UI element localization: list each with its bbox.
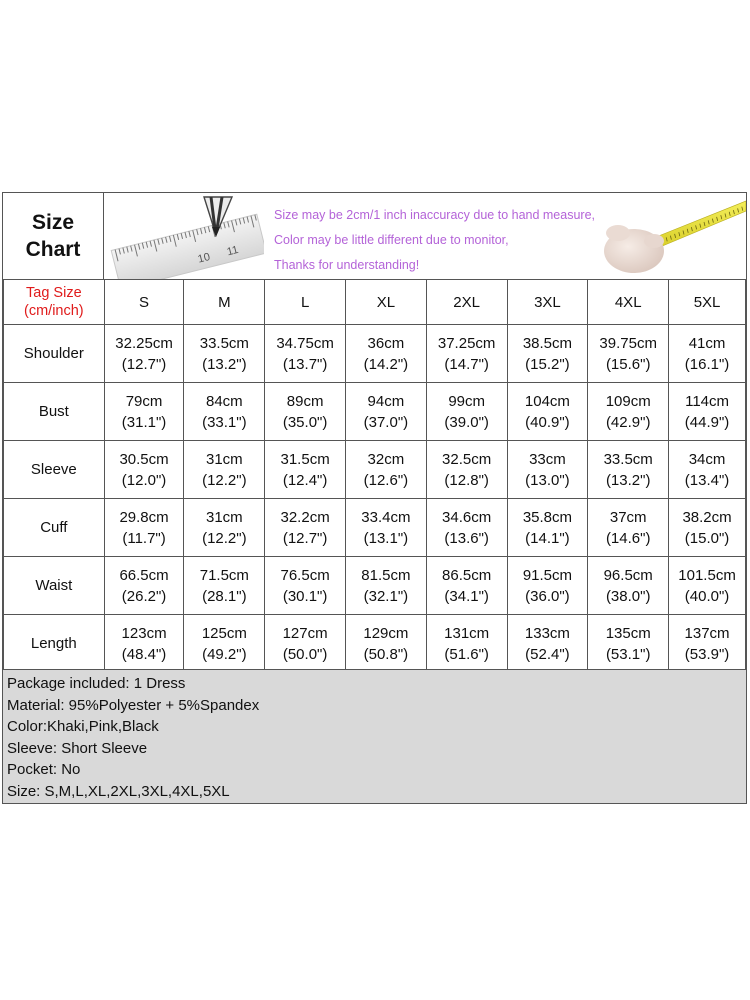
size-chart-sheet xyxy=(2,192,747,804)
measurement-cm: 41cm xyxy=(688,334,726,352)
measurement-cell xyxy=(669,383,746,441)
size-header-l: L xyxy=(265,280,346,325)
measurement-cm: 29.8cm xyxy=(119,508,169,526)
measurement-inch: (38.0") xyxy=(605,587,651,605)
measurement-cell xyxy=(104,383,184,441)
measurement-cell xyxy=(669,325,746,383)
measurement-cell xyxy=(426,383,507,441)
measurement-cell xyxy=(346,499,427,557)
measurement-cell xyxy=(426,325,507,383)
measurement-cm: 135cm xyxy=(605,624,651,642)
size-chart-table xyxy=(3,279,746,673)
measurement-cm: 33cm xyxy=(529,450,566,468)
measurement-cm: 76.5cm xyxy=(280,566,330,584)
measurement-cm: 131cm xyxy=(444,624,490,642)
size-header-row xyxy=(4,280,746,325)
info-package: Package included: 1 Dress xyxy=(7,675,186,692)
measurement-cm: 35.8cm xyxy=(522,508,573,526)
measurement-inch: (13.1") xyxy=(363,529,409,547)
size-chart-title xyxy=(3,193,104,279)
title-line: Chart xyxy=(25,238,81,261)
measurement-cell xyxy=(265,557,346,615)
measurement-cm: 81.5cm xyxy=(361,566,411,584)
size-header-2xl: 2XL xyxy=(426,280,507,325)
measurement-inch: (13.0") xyxy=(525,471,570,489)
measurement-cm: 33.5cm xyxy=(603,450,653,468)
info-material: Material: 95%Polyester + 5%Spandex xyxy=(7,696,260,714)
measurement-cm: 37cm xyxy=(609,508,647,526)
measurement-inch: (12.8") xyxy=(444,471,489,489)
measurement-cell xyxy=(104,441,184,499)
measurement-cm: 32.2cm xyxy=(280,508,330,526)
size-header-3xl: 3XL xyxy=(507,280,588,325)
measurement-cell xyxy=(346,557,427,615)
measurement-cell xyxy=(184,557,265,615)
measurement-cell xyxy=(426,499,507,557)
measurement-cm: 96.5cm xyxy=(603,566,653,584)
measurement-inch: (12.7") xyxy=(121,355,167,373)
measurement-cell xyxy=(507,557,588,615)
measurement-inch: (13.6") xyxy=(444,529,489,547)
title-line: Size xyxy=(31,211,75,234)
measurement-inch: (32.1") xyxy=(363,587,409,605)
measurement-label: Bust xyxy=(4,383,105,441)
measurement-cell xyxy=(588,615,669,673)
measurement-cell xyxy=(588,499,669,557)
measurement-cell xyxy=(184,615,265,673)
measurement-inch: (35.0") xyxy=(282,413,328,431)
measurement-cell xyxy=(588,325,669,383)
measurement-cm: 32.25cm xyxy=(115,334,173,352)
measurement-inch: (42.9") xyxy=(605,413,651,431)
measurement-inch: (53.9") xyxy=(684,645,730,663)
measurement-inch: (33.1") xyxy=(202,413,247,431)
measurement-cm: 125cm xyxy=(201,624,247,642)
ruler-number: 11 xyxy=(225,243,240,259)
measurement-inch: (14.7") xyxy=(444,355,489,373)
tag-size-label xyxy=(4,280,105,325)
measurement-cm: 99cm xyxy=(448,392,485,410)
measurement-inch: (14.1") xyxy=(525,529,570,547)
measurement-row-cuff xyxy=(4,499,746,557)
disclaimer-note: Size may be 2cm/1 inch inaccuracy due to hand measure, xyxy=(274,208,596,222)
tag-size-line: Tag Size xyxy=(26,285,82,301)
measurement-inch: (11.7") xyxy=(122,529,166,547)
measurement-inch: (12.7") xyxy=(282,529,328,547)
measurement-inch: (50.0") xyxy=(282,645,328,663)
measurement-inch: (36.0") xyxy=(525,587,570,605)
measurement-cm: 33.5cm xyxy=(199,334,249,352)
measurement-inch: (50.8") xyxy=(363,645,409,663)
measurement-cm: 31cm xyxy=(205,508,243,526)
measurement-cm: 30.5cm xyxy=(119,450,169,468)
measurement-row-shoulder xyxy=(4,325,746,383)
measurement-inch: (16.1") xyxy=(684,355,730,373)
measurement-inch: (14.2") xyxy=(363,355,409,373)
measurement-cell xyxy=(588,441,669,499)
measurement-cell xyxy=(507,499,588,557)
measurement-cell xyxy=(184,441,265,499)
measurement-inch: (28.1") xyxy=(202,587,247,605)
header-row xyxy=(3,193,746,280)
measurement-cm: 129cm xyxy=(363,624,409,642)
measurement-cell xyxy=(669,615,746,673)
measurement-inch: (37.0") xyxy=(363,413,409,431)
measurement-cm: 94cm xyxy=(367,392,405,410)
measurement-row-length xyxy=(4,615,746,673)
measurement-cell xyxy=(346,383,427,441)
measurement-cm: 114cm xyxy=(685,392,730,410)
measurement-cell xyxy=(669,499,746,557)
measurement-cell xyxy=(507,325,588,383)
measurement-inch: (30.1") xyxy=(282,587,328,605)
measurement-cell xyxy=(669,441,746,499)
disclaimer-note: Color may be little different due to monitor, xyxy=(274,233,509,247)
hand-tape-measure-illustration xyxy=(596,193,746,279)
measurement-inch: (26.2") xyxy=(121,587,167,605)
measurement-cell xyxy=(346,615,427,673)
product-info xyxy=(3,669,746,803)
measurement-cm: 37.25cm xyxy=(437,334,496,352)
measurement-row-bust xyxy=(4,383,746,441)
measurement-cell xyxy=(426,441,507,499)
measurement-cm: 31.5cm xyxy=(280,450,330,468)
measurement-cell xyxy=(507,383,588,441)
measurement-inch: (34.1") xyxy=(444,587,489,605)
measurement-inch: (12.0") xyxy=(121,471,167,489)
measurement-inch: (15.2") xyxy=(525,355,570,373)
measurement-cell xyxy=(184,499,265,557)
measurement-cell xyxy=(426,615,507,673)
measurement-cm: 38.5cm xyxy=(522,334,573,352)
measurement-cm: 137cm xyxy=(684,624,730,642)
measurement-cm: 89cm xyxy=(286,392,324,410)
measurement-cell xyxy=(346,325,427,383)
measurement-inch: (12.2") xyxy=(202,471,247,489)
measurement-cm: 32.5cm xyxy=(442,450,492,468)
measurement-inch: (49.2") xyxy=(202,645,247,663)
measurement-cell xyxy=(184,383,265,441)
measurement-cm: 101.5cm xyxy=(678,566,736,584)
measurement-cell xyxy=(104,557,184,615)
measurement-label: Sleeve xyxy=(4,441,105,499)
measurement-cell xyxy=(346,441,427,499)
measurement-cm: 31cm xyxy=(205,450,243,468)
measurement-cell xyxy=(265,383,346,441)
measurement-cell xyxy=(104,325,184,383)
measurement-cell xyxy=(507,615,588,673)
measurement-cm: 133cm xyxy=(524,624,570,642)
measurement-cm: 91.5cm xyxy=(522,566,573,584)
measurement-cm: 109cm xyxy=(605,392,651,410)
measurement-row-sleeve xyxy=(4,441,746,499)
measurement-inch: (40.0") xyxy=(684,587,730,605)
measurement-label: Waist xyxy=(4,557,105,615)
measurement-inch: (13.2") xyxy=(202,355,247,373)
measurement-cm: 71.5cm xyxy=(199,566,249,584)
info-sizes: Size: S,M,L,XL,2XL,3XL,4XL,5XL xyxy=(7,782,230,800)
size-header-5xl: 5XL xyxy=(669,280,746,325)
measurement-cm: 104cm xyxy=(524,392,570,410)
size-header-xl: XL xyxy=(346,280,427,325)
measurement-inch: (48.4") xyxy=(121,645,167,663)
size-header-m: M xyxy=(184,280,265,325)
measurement-inch: (51.6") xyxy=(444,645,489,663)
measurement-cm: 32cm xyxy=(367,450,405,468)
measurement-cell xyxy=(265,499,346,557)
measurement-cm: 66.5cm xyxy=(119,566,169,584)
measurement-cell xyxy=(265,615,346,673)
tag-size-line: (cm/inch) xyxy=(24,303,84,319)
measurement-cm: 127cm xyxy=(282,624,328,642)
measurement-cm: 34.6cm xyxy=(442,508,492,526)
measurement-label: Shoulder xyxy=(4,325,105,383)
measurement-inch: (12.4") xyxy=(282,471,328,489)
measurement-label: Length xyxy=(4,615,105,673)
measurement-cm: 84cm xyxy=(205,392,243,410)
measurement-banner xyxy=(104,193,746,279)
measurement-cm: 79cm xyxy=(125,392,163,410)
disclaimer-note: Thanks for understanding! xyxy=(274,258,420,272)
measurement-inch: (40.9") xyxy=(525,413,570,431)
measurement-cell xyxy=(104,499,184,557)
measurement-cell xyxy=(426,557,507,615)
measurement-label: Cuff xyxy=(4,499,105,557)
measurement-row-waist xyxy=(4,557,746,615)
measurement-cm: 123cm xyxy=(121,624,167,642)
measurement-inch: (15.0") xyxy=(684,529,730,547)
size-header-s: S xyxy=(104,280,184,325)
measurement-cell xyxy=(669,557,746,615)
measurement-cm: 36cm xyxy=(367,334,405,352)
measurement-inch: (52.4") xyxy=(525,645,570,663)
disclaimer-notes xyxy=(274,205,595,280)
measurement-inch: (13.7") xyxy=(282,355,328,373)
measurement-cell xyxy=(184,325,265,383)
info-color: Color:Khaki,Pink,Black xyxy=(7,718,159,735)
measurement-cm: 38.2cm xyxy=(682,508,732,526)
measurement-inch: (39.0") xyxy=(444,413,489,431)
measurement-cm: 39.75cm xyxy=(599,334,657,352)
measurement-cell xyxy=(588,557,669,615)
measurement-inch: (53.1") xyxy=(605,645,651,663)
measurement-cell xyxy=(588,383,669,441)
ruler-pencil-illustration xyxy=(104,193,264,279)
info-sleeve: Sleeve: Short Sleeve xyxy=(7,739,148,757)
measurement-cell xyxy=(104,615,184,673)
ruler-number: 10 xyxy=(196,251,212,266)
measurement-cell xyxy=(265,441,346,499)
measurement-cm: 34.75cm xyxy=(276,334,334,352)
measurement-cm: 33.4cm xyxy=(361,508,411,526)
info-pocket: Pocket: No xyxy=(7,761,81,778)
measurement-cell xyxy=(265,325,346,383)
measurement-cm: 86.5cm xyxy=(442,566,492,584)
measurement-inch: (14.6") xyxy=(605,529,651,547)
measurement-inch: (12.2") xyxy=(202,529,247,547)
measurement-inch: (13.4") xyxy=(684,471,730,489)
size-header-4xl: 4XL xyxy=(588,280,669,325)
measurement-inch: (44.9") xyxy=(684,413,730,431)
measurement-cm: 34cm xyxy=(688,450,726,468)
measurement-inch: (13.2") xyxy=(605,471,651,489)
measurement-inch: (31.1") xyxy=(121,413,167,431)
measurement-inch: (15.6") xyxy=(605,355,651,373)
measurement-inch: (12.6") xyxy=(363,471,409,489)
measurement-cell xyxy=(507,441,588,499)
